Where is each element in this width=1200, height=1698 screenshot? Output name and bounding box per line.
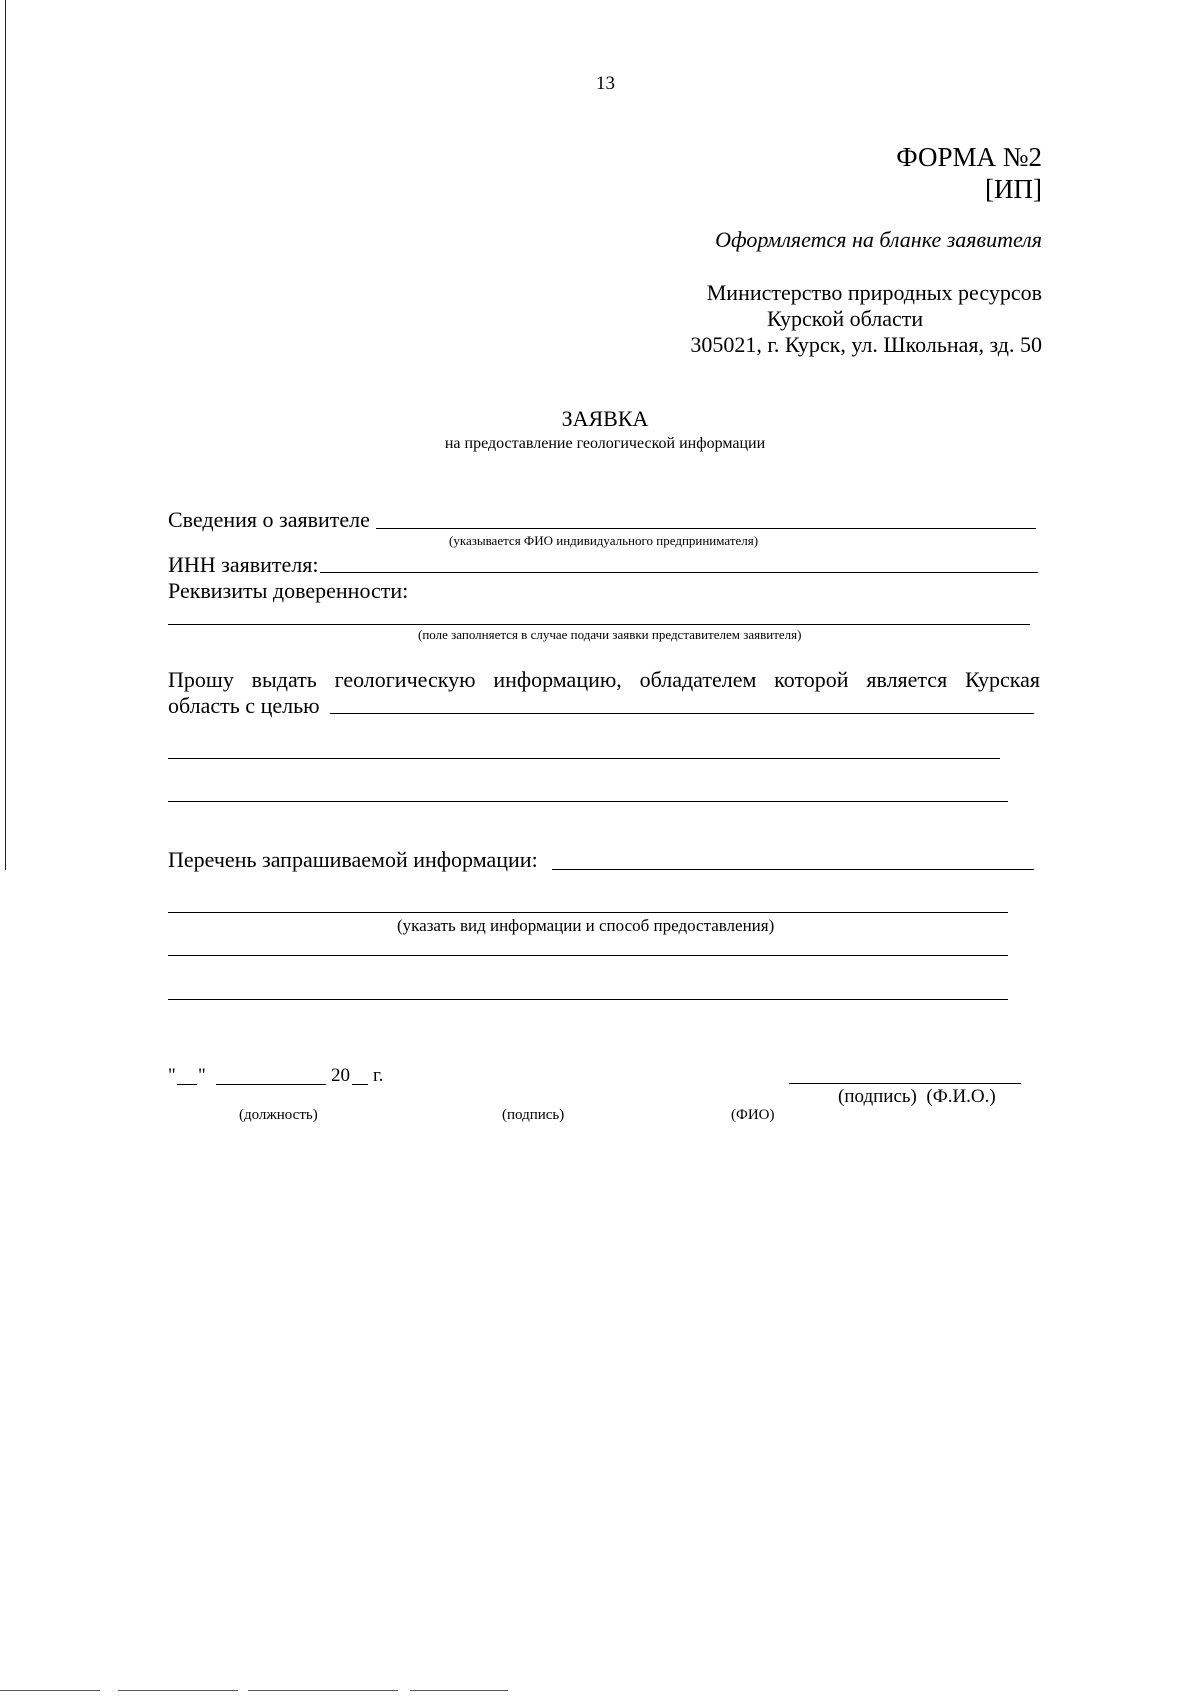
list-hint: (указать вид информации и способ предоставления) [397,916,775,935]
applicant-label: Сведения о заявителе [168,507,370,532]
applicant-input-line[interactable] [376,528,1036,529]
page-number: 13 [596,73,615,94]
fio-caption: (ФИО) [731,1107,775,1123]
signature-line[interactable] [789,1083,1021,1084]
inn-label: ИНН заявителя: [168,552,319,577]
form-type: [ИП] [985,174,1042,204]
date-year-line[interactable] [352,1084,368,1085]
signature-caption: (подпись) (Ф.И.О.) [838,1086,996,1107]
list-input-line-1[interactable] [552,869,1034,870]
request-purpose-label: область с целью [168,693,320,718]
scan-edge-dash-4 [410,1690,508,1691]
list-input-line-3[interactable] [168,955,1008,956]
recipient-line2: Курской области [767,306,924,331]
date-day-line[interactable] [177,1084,197,1085]
inn-input-line[interactable] [320,572,1038,573]
document-subtitle: на предоставление геологической информации [444,435,766,452]
sign-caption: (подпись) [502,1107,565,1123]
document-title: ЗАЯВКА [561,406,649,431]
list-input-line-4[interactable] [168,999,1008,1000]
recipient-address: 305021, г. Курск, ул. Школьная, зд. 50 [690,332,1042,357]
list-input-line-2[interactable] [168,912,1008,913]
date-quote-close: " [198,1065,206,1086]
date-quote-open: " [168,1065,176,1086]
purpose-input-line-1[interactable] [330,713,1034,714]
recipient-line1: Министерство природных ресурсов [706,280,1042,305]
date-year-prefix: 20 [331,1065,350,1086]
proxy-label: Реквизиты доверенности: [168,578,409,603]
scan-edge-dash-1 [0,1690,100,1691]
purpose-input-line-3[interactable] [168,801,1008,802]
purpose-input-line-2[interactable] [168,758,1000,759]
proxy-input-line[interactable] [168,624,1030,625]
request-text: Прошу выдать геологическую информацию, обладателем которой является Курская [168,667,1040,692]
position-caption: (должность) [239,1107,318,1123]
scan-edge-dash-2 [118,1690,238,1691]
scan-margin-line [5,0,6,870]
form-number: ФОРМА №2 [896,142,1042,172]
scan-edge-dash-3 [248,1690,398,1691]
date-month-line[interactable] [216,1084,326,1085]
applicant-hint: (указывается ФИО индивидуального предпринимателя) [449,533,759,548]
form-note: Оформляется на бланке заявителя [715,227,1042,252]
proxy-hint: (поле заполняется в случае подачи заявки представителем заявителя) [418,627,802,642]
list-label: Перечень запрашиваемой информации: [168,847,538,872]
date-year-suffix: г. [373,1065,384,1086]
